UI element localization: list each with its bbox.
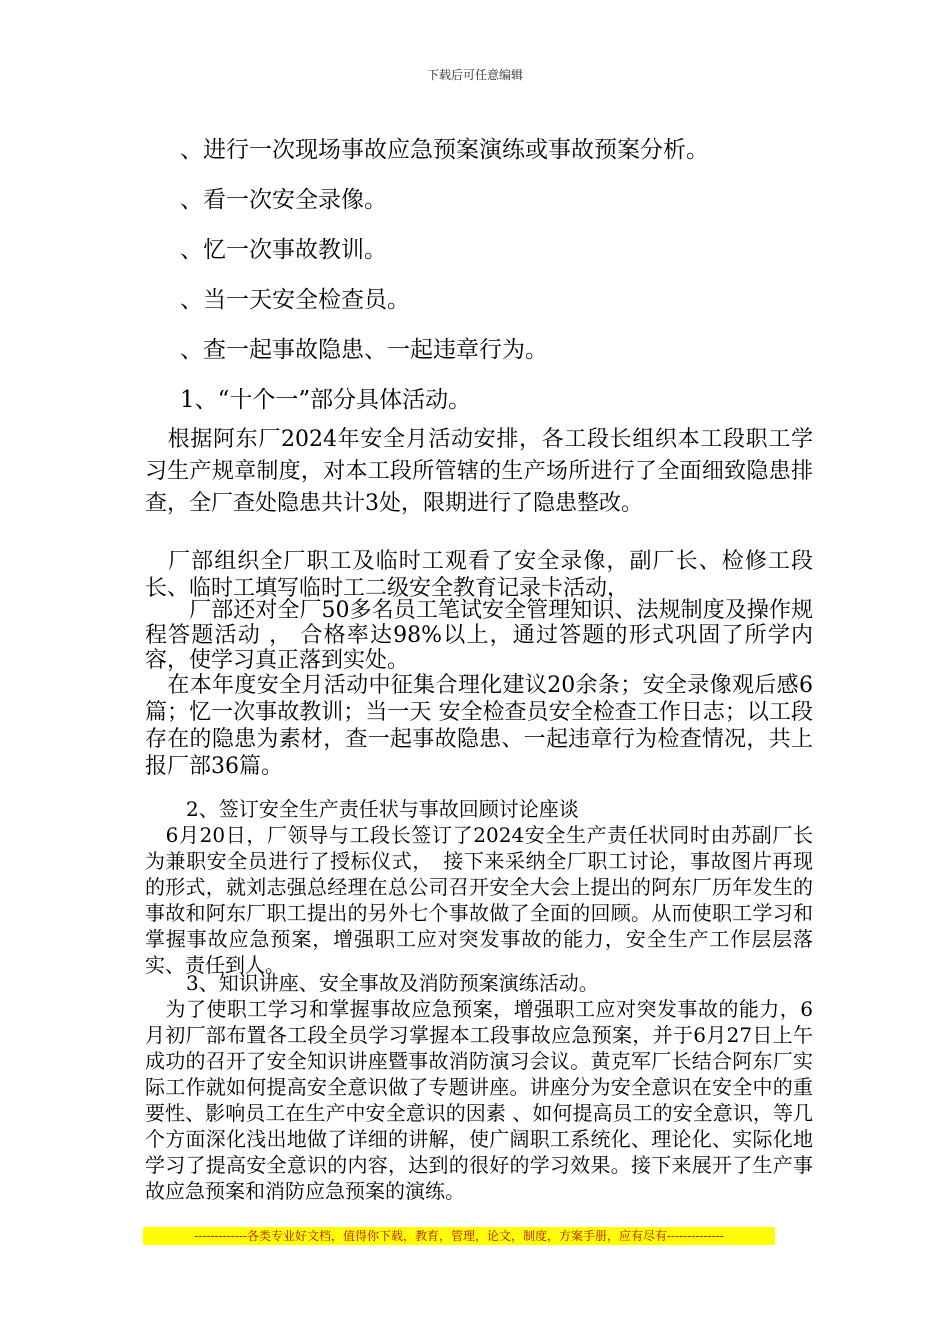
paragraph: 厂部还对全厂50多名员工笔试安全管理知识、法规制度及操作规程答题活动 ， 合格率达98%以上，通过答题的形式巩固了所学内容，使学习真正落到实处。 xyxy=(145,598,813,673)
paragraph: 根据阿东厂2024年安全月活动安排，各工段长组织本工段职工学习生产规章制度，对本工段所管辖的生产场所进行了全面细致隐患排查，全厂查处隐患共计3处，限期进行了隐患整改。 xyxy=(145,427,813,516)
list-item: 、当一天安全检查员。 xyxy=(180,287,410,313)
paragraph: 在本年度安全月活动中征集合理化建议20余条；安全录像观后感6篇；忆一次事故教训；当一天 安全检查员安全检查工作日志；以工段存在的隐患为素材，查一起事故隐患、一起违章行为检查情况，共上报厂部36篇。 xyxy=(145,673,813,779)
list-item: 、忆一次事故教训。 xyxy=(180,237,387,263)
page-header: 下载后可任意编辑 xyxy=(426,68,523,82)
section-title: 1、“十个一”部分具体活动。 xyxy=(180,387,472,413)
paragraph: 6月20日，厂领导与工段长签订了2024安全生产责任状同时由苏副厂长为兼职安全员进行了授标仪式， 接下来采纳全厂职工讨论，事故图片再现的形式，就刘志强总经理在总公司召开安全大会上提出的阿东厂历年发生的事故和阿东厂职工提出的另外七个事故做了全面的回顾。从而使职工学习和掌握事故应急预案，增强职工应对突发事故的能力，安全生产工作层层落实、责任到人。 xyxy=(145,823,813,977)
list-item: 、查一起事故隐患、一起违章行为。 xyxy=(180,337,548,363)
list-item: 、进行一次现场事故应急预案演练或事故预案分析。 xyxy=(180,137,709,163)
footer-banner: -------------各类专业好文档，值得你下载，教育，管理，论文，制度，方案手册，应有尽有-------------- xyxy=(143,1227,775,1245)
section-title: 2、签订安全生产责任状与事故回顾讨论座谈 xyxy=(186,797,579,821)
section-title: 3、知识讲座、安全事故及消防预案演练活动。 xyxy=(186,971,599,995)
list-item: 、看一次安全录像。 xyxy=(180,187,387,213)
paragraph: 为了使职工学习和掌握事故应急预案，增强职工应对突发事故的能力，6月初厂部布置各工段全员学习掌握本工段事故应急预案，并于6月27日上午成功的召开了安全知识讲座暨事故消防演习会议。黄克军厂长结合阿东厂实际工作就如何提高安全意识做了专题讲座。讲座分为安全意识在安全中的重要性、影响员工在生产中安全意识的因素 、如何提高员工的安全意识，等几个方面深化浅出地做了详细的讲解，使广阔职工系统化、理论化、实际化地学习了提高安全意识的内容，达到的很好的学习效果。接下来展开了生产事故应急预案和消防应急预案的演练。 xyxy=(145,997,813,1203)
paragraph: 厂部组织全厂职工及临时工观看了安全录像，副厂长、检修工段长、临时工填写临时工二级安全教育记录卡活动， xyxy=(145,549,813,601)
